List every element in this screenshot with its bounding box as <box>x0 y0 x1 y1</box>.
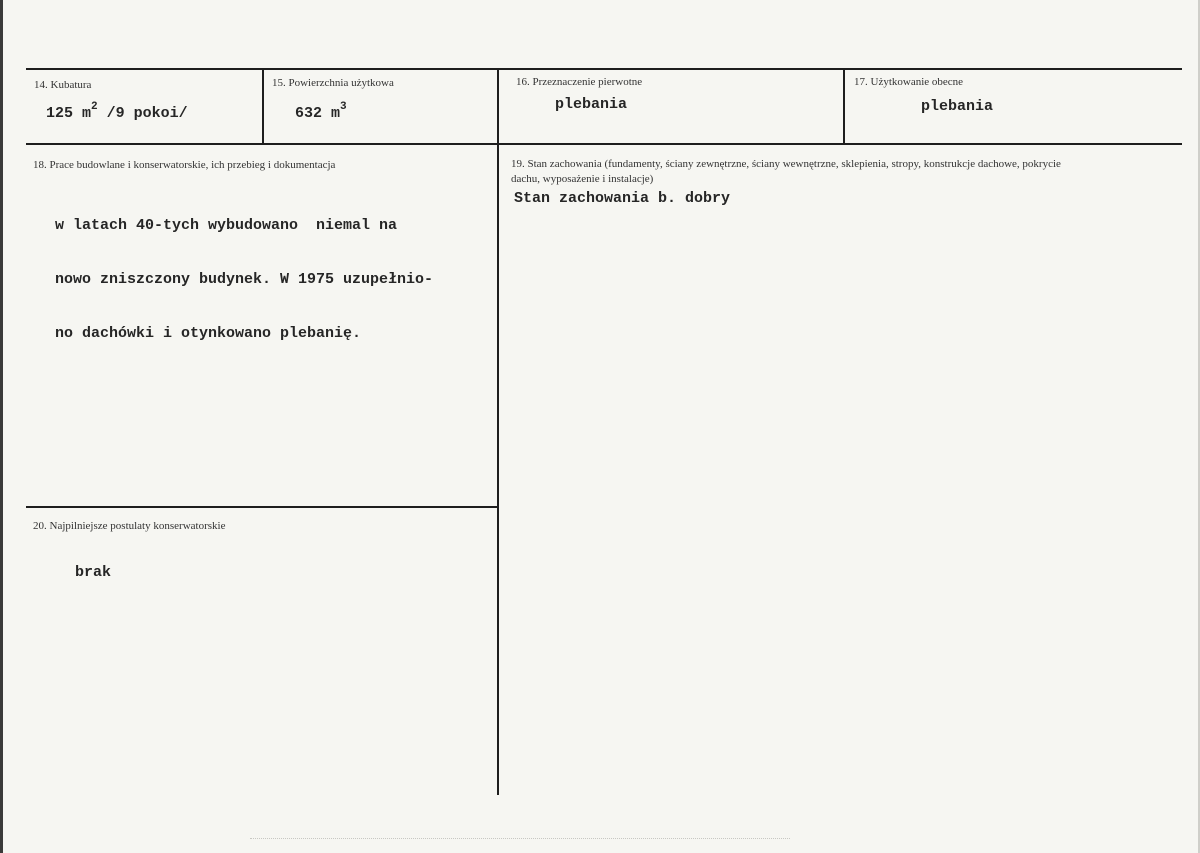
field-18-value <box>55 181 433 379</box>
field-15-value <box>295 103 347 122</box>
field-17-label: 17. Użytkowanie obecne <box>854 76 964 88</box>
field-16-value: plebania <box>555 96 628 113</box>
field-15-value-main: 632 m <box>295 105 341 122</box>
divider-15-16 <box>497 69 499 795</box>
divider-14-15 <box>262 69 264 144</box>
field-20-value: brak <box>75 564 112 581</box>
top-rule <box>26 68 1182 70</box>
field-14-value-main: 125 m <box>46 105 92 122</box>
field-15-value-sup: 3 <box>340 101 347 113</box>
section18-bottom-rule <box>26 506 498 508</box>
card-left-edge <box>0 0 3 853</box>
field-18-line: w latach 40-tych wybudowano niemal na <box>55 217 398 234</box>
field-17-value: plebania <box>921 98 994 115</box>
field-14-value-rest: /9 pokoi/ <box>97 105 188 122</box>
bottom-edge-strip <box>250 838 790 845</box>
field-16-label: 16. Przeznaczenie pierwotne <box>516 76 643 88</box>
field-18-line: no dachówki i otynkowano plebanię. <box>55 325 362 342</box>
divider-16-17 <box>843 69 845 144</box>
field-19-label: 19. Stan zachowania (fundamenty, ściany zewnętrzne, ściany wewnętrzne, sklepienia, stropy, konstrukcje dachowe, pokrycie dachu, wyposażenie i instalacje) <box>511 158 1061 185</box>
field-18-line: nowo zniszczony budynek. W 1975 uzupełnio- <box>55 271 434 288</box>
field-15-label: 15. Powierzchnia użytkowa <box>272 77 394 89</box>
field-14-value-sup: 2 <box>91 101 98 113</box>
field-14-label: 14. Kubatura <box>34 79 92 91</box>
field-19-value: Stan zachowania b. dobry <box>514 190 731 207</box>
field-18-label: 18. Prace budowlane i konserwatorskie, ich przebieg i dokumentacja <box>33 159 336 171</box>
field-20-label: 20. Najpilniejsze postulaty konserwatorskie <box>33 520 226 532</box>
row1-bottom-rule <box>26 143 1182 145</box>
field-14-value <box>46 103 188 122</box>
